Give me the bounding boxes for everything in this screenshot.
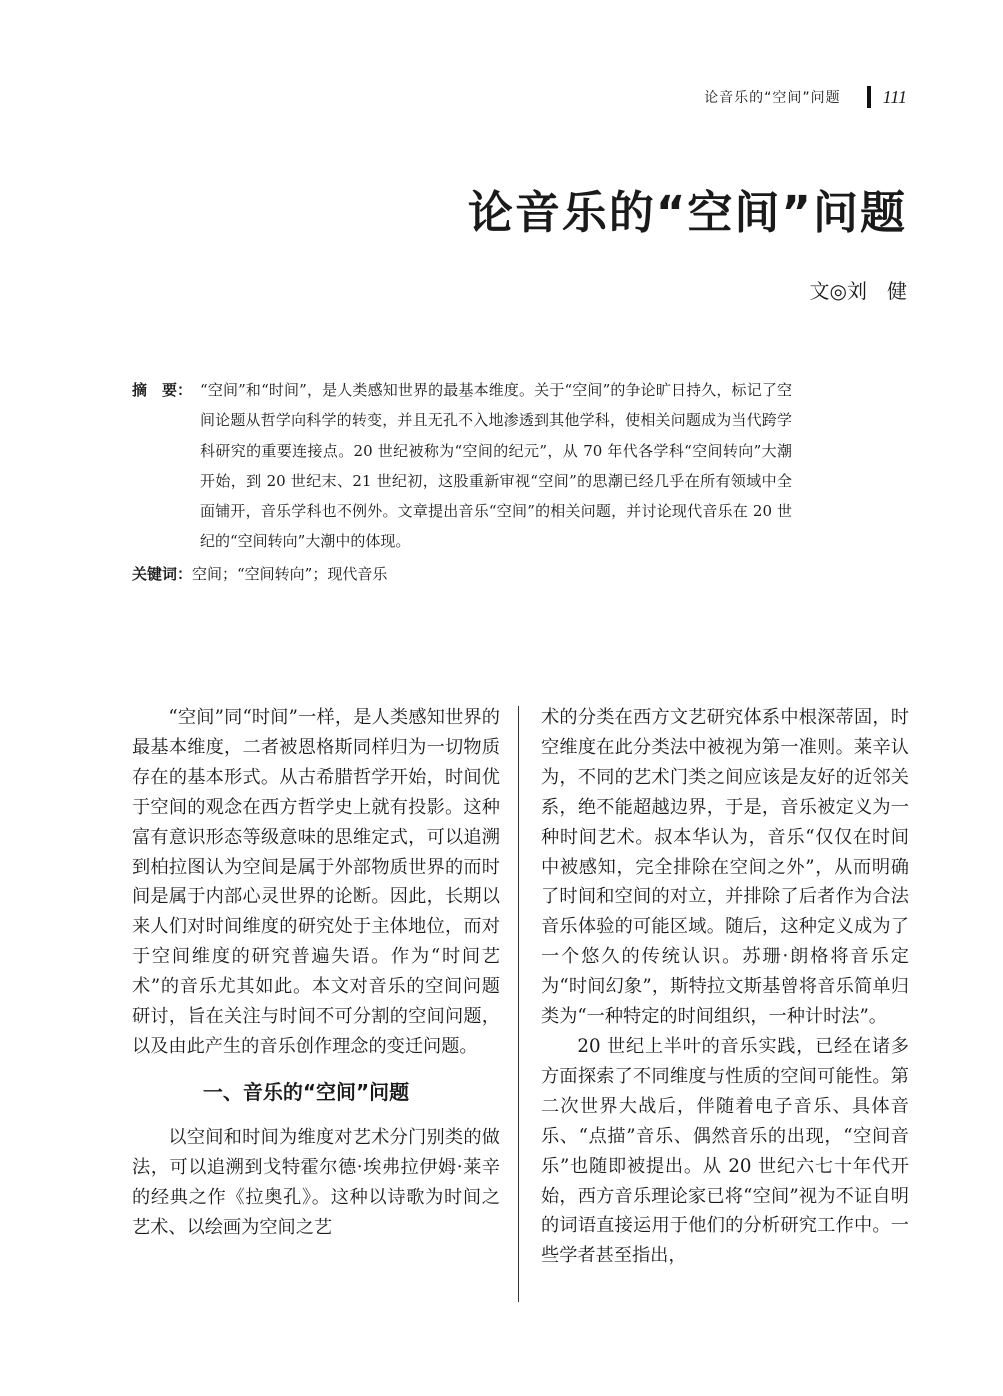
running-head-title: 论音乐的“空间”问题: [704, 90, 841, 106]
running-head-divider: [867, 86, 871, 108]
abstract-text: “空间”和“时间”，是人类感知世界的最基本维度。关于“空间”的争论旷日持久，标记了空间论题从哲学向科学的转变，并且无孔不入地渗透到其他学科，使相关问题成为当代跨学科研究的重要连接点。20 世纪被称为“空间的纪元”，从 70 年代各学科“空间转向”大潮开始，到 20 世纪末、21 世纪初，这股重新审视“空间”的思潮已经几乎在所有领域中全面铺开，音乐学科也不例外。文章提出音乐“空间”的相关问题，并讨论现代音乐在 20 世纪的“空间转向”大潮中的体现。: [200, 381, 792, 551]
keywords-label: 关键词：: [132, 564, 193, 583]
abstract: [132, 375, 792, 557]
section-paragraph-start: 以空间和时间为维度对艺术分门别类的做法，可以追溯到戈特霍尔德·埃弗拉伊姆·莱辛的经典之作《拉奥孔》。这种以诗歌为时间之艺术、以绘画为空间之艺: [132, 1126, 500, 1238]
keywords: [132, 559, 792, 589]
section-heading: 一、音乐的“空间”问题: [202, 1079, 410, 1104]
column-divider: [518, 706, 519, 1302]
author-byline: 文◎刘 健: [809, 279, 907, 303]
keywords-text: 空间；“空间转向”；现代音乐: [192, 564, 388, 583]
section-paragraph-2: 20 世纪上半叶的音乐实践，已经在诸多方面探索了不同维度与性质的空间可能性。第二次世界大战后，伴随着电子音乐、具体音乐、“点描”音乐、偶然音乐的出现，“空间音乐”也随即被提出。从 20 世纪六七十年代开始，西方音乐理论家已将“空间”视为不证自明的词语直接运用于他们的分析研究工作中。一些学者甚至指出，: [541, 1035, 909, 1267]
article-title: 论音乐的“空间”问题: [467, 186, 907, 239]
body-column-right: [541, 703, 909, 1271]
section-paragraph-continued: 术的分类在西方文艺研究体系中根深蒂固，时空维度在此分类法中被视为第一准则。莱辛认为，不同的艺术门类之间应该是友好的近邻关系，绝不能超越边界，于是，音乐被定义为一种时间艺术。叔本华认为，音乐“仅仅在时间中被感知，完全排除在空间之外”，从而明确了时间和空间的对立，并排除了后者作为合法音乐体验的可能区域。随后，这种定义成为了一个悠久的传统认识。苏珊·朗格将音乐定为“时间幻象”，斯特拉文斯基曾将音乐简单归类为“一种特定的时间组织，一种计时法”。: [541, 707, 909, 1028]
running-head: [704, 86, 907, 108]
abstract-block: [132, 375, 792, 589]
intro-paragraph: “空间”同“时间”一样，是人类感知世界的最基本维度，二者被恩格斯同样归为一切物质存在的基本形式。从古希腊哲学开始，时间优于空间的观念在西方哲学史上就有投影。这种富有意识形态等级意味的思维定式，可以追溯到柏拉图认为空间是属于外部物质世界的而时间是属于内部心灵世界的论断。因此，长期以来人们对时间维度的研究处于主体地位，而对于空间维度的研究普遍失语。作为“时间艺术”的音乐尤其如此。本文对音乐的空间问题研讨，旨在关注与时间不可分割的空间问题，以及由此产生的音乐创作理念的变迁问题。: [132, 707, 500, 1057]
page-number: 111: [882, 86, 907, 107]
abstract-label: 摘 要：: [132, 381, 193, 399]
body-column-left: [132, 703, 500, 1243]
